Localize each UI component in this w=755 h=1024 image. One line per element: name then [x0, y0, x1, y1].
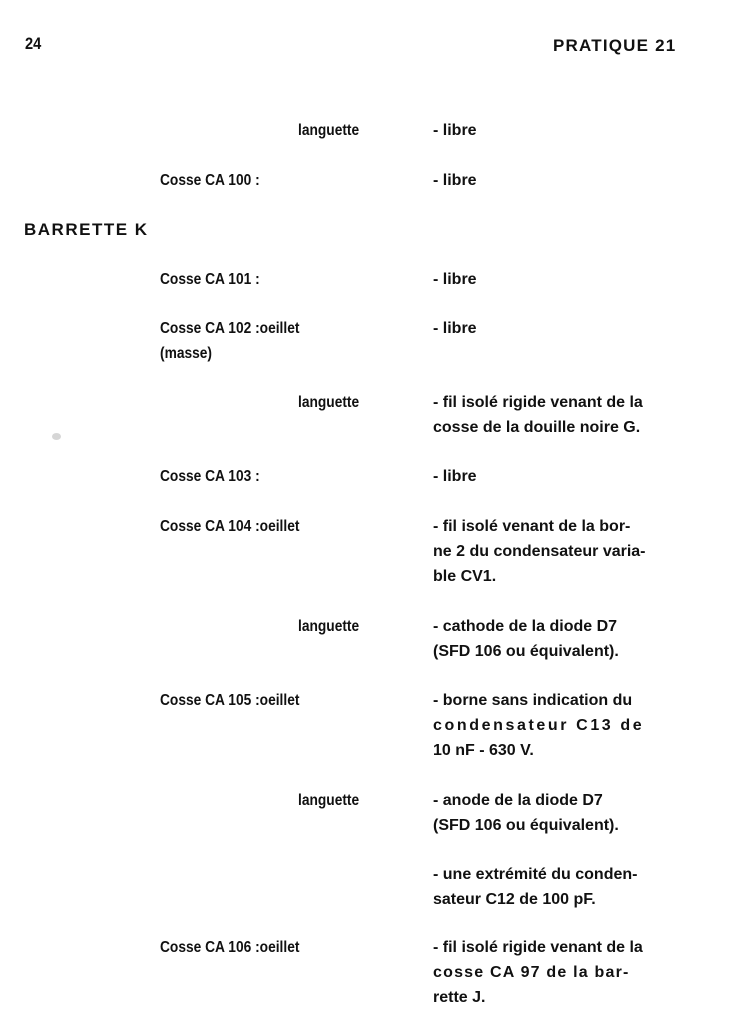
page-number: 24 [25, 34, 42, 53]
part-label: languette [298, 122, 360, 139]
terminal-label: Cosse CA 100 : [160, 172, 260, 189]
part-label: languette [298, 792, 360, 809]
description-line: - anode de la diode D7 [433, 792, 603, 809]
running-head: PRATIQUE 21 [553, 36, 677, 55]
entry-description [433, 168, 689, 193]
entry-description [433, 788, 689, 838]
entry-description [433, 267, 689, 292]
description-line: - libre [433, 320, 477, 337]
terminal-label: Cosse CA 104 :oeillet [160, 518, 300, 535]
terminal-label: Cosse CA 106 :oeillet [160, 939, 300, 956]
entry-description [433, 464, 689, 489]
terminal-label: Cosse CA 105 :oeillet [160, 692, 300, 709]
scan-smudge [52, 433, 61, 440]
description-line: - borne sans indication du [433, 692, 633, 709]
description-line: cosse de la douille noire G. [433, 419, 641, 436]
description-line: ne 2 du condensateur varia- [433, 543, 646, 560]
description-line: - fil isolé venant de la bor- [433, 518, 631, 535]
entry-description [433, 688, 689, 763]
terminal-note: (masse) [160, 345, 213, 362]
entry-description [433, 316, 689, 341]
entry-description [433, 935, 689, 1010]
terminal-label: Cosse CA 101 : [160, 271, 260, 288]
description-line: - libre [433, 122, 477, 139]
terminal-label: Cosse CA 103 : [160, 468, 260, 485]
entry-description [433, 118, 689, 143]
description-line: condensateur C13 de [433, 717, 645, 734]
description-line: (SFD 106 ou équivalent). [433, 643, 619, 660]
terminal-label: Cosse CA 102 :oeillet [160, 320, 300, 337]
description-line: - libre [433, 172, 477, 189]
description-line: - une extrémité du conden- [433, 866, 638, 883]
description-line: - libre [433, 271, 477, 288]
section-title: BARRETTE K [24, 220, 149, 239]
description-line: - libre [433, 468, 477, 485]
description-line: ble CV1. [433, 568, 497, 585]
entry-description [433, 514, 689, 589]
description-line: - fil isolé rigide venant de la [433, 939, 643, 956]
description-line: sateur C12 de 100 pF. [433, 891, 596, 908]
part-label: languette [298, 394, 360, 411]
entry-description [433, 390, 689, 440]
description-line: rette J. [433, 989, 486, 1006]
entry-description [433, 614, 689, 664]
description-line: cosse CA 97 de la bar- [433, 964, 630, 981]
description-line: - cathode de la diode D7 [433, 618, 618, 635]
description-line: (SFD 106 ou équivalent). [433, 817, 619, 834]
part-label: languette [298, 618, 360, 635]
description-line: - fil isolé rigide venant de la [433, 394, 643, 411]
description-line: 10 nF - 630 V. [433, 742, 534, 759]
entry-description [433, 862, 689, 912]
